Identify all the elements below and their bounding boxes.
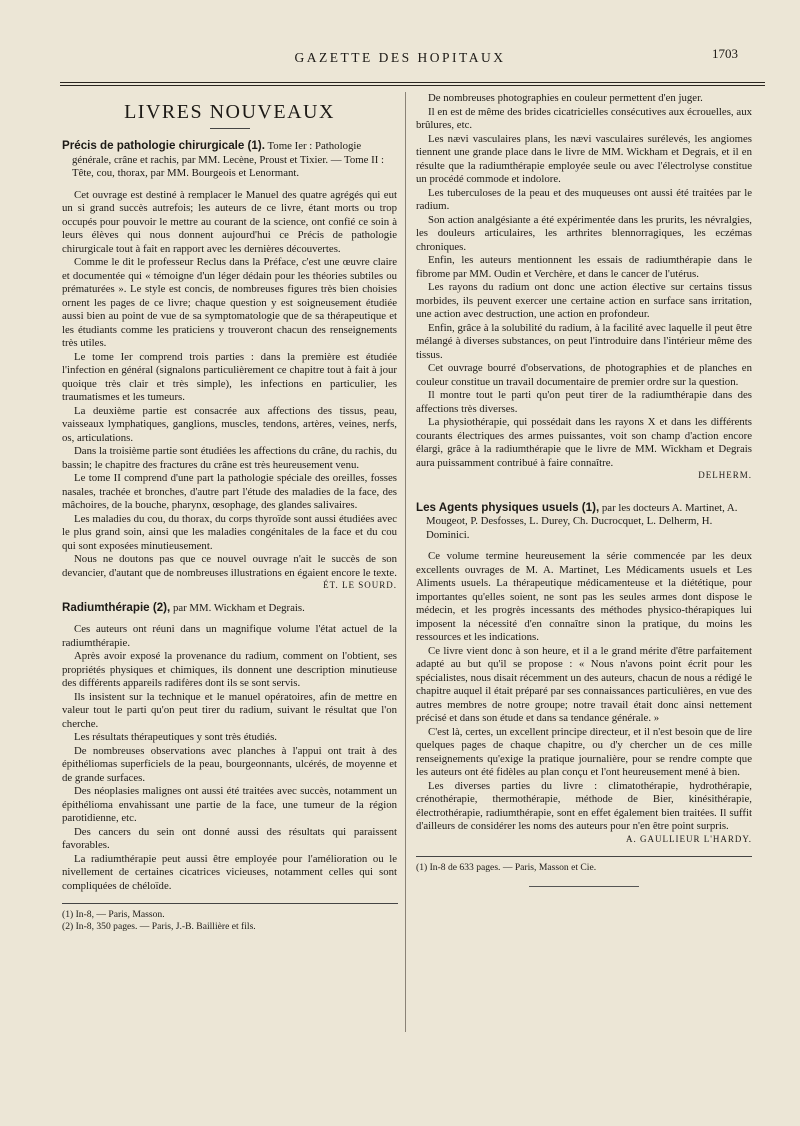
paragraph: Enfin, grâce à la solubilité du radium, à la facilité avec laquelle il peut être mélangé à diverses substances, on peut l'introduire dans l'intérieur même des tissus.: [416, 321, 752, 361]
header-rule: [60, 82, 765, 86]
paragraph: Cet ouvrage est destiné à remplacer le Manuel des quatre agrégés qui eut un si grand succès autrefois; les auteurs de ce livre, étant morts ou trop occupés pour pouvoir le mettre au courant de la science, ont confié ce soin à leurs élèves qui nous donnent aujourd'hui ce Précis de pathologie chirurgicale tout à fait en rapport avec les dernières découvertes.: [62, 188, 397, 255]
footnote-rule: [416, 856, 752, 857]
footnote-rule: [62, 903, 398, 904]
journal-title: GAZETTE DES HOPITAUX: [294, 50, 506, 65]
signature: A. GAULLIEUR L'HARDY.: [626, 833, 752, 844]
column-divider: [405, 92, 406, 1032]
paragraph: Enfin, les auteurs mentionnent les essais de radiumthérapie dans le fibrome par MM. Oudin et Verchère, et dans le cancer de l'utérus.: [416, 254, 752, 280]
ornament-rule: [529, 880, 639, 894]
paragraph: Ils insistent sur la technique et le manuel opératoires, afin de mettre en valeur tout le parti qu'on peut tirer du radium, suivant le résultat que l'on cherche.: [62, 690, 397, 730]
paragraph: La physiothérapie, qui possédait dans les rayons X et dans les différents courants électriques des armes puissantes, voit son champ d'action encore élargi, grâce à la radiumthérapie que le livre de MM. Wickham et Degrais aura puissamment contribué à faire connaître.: [416, 416, 752, 469]
paragraph: C'est là, certes, un excellent principe directeur, et il n'est besoin que de lire quelques pages de chaque chapitre, ou d'y chercher un de ces mille renseignements qu'exige la pratique journalière, pour se rendre compte que les auteurs ont été fidèles au plan conçu et l'ont heureusement mené à bien.: [416, 725, 752, 778]
paragraph: Son action analgésiante a été expérimentée dans les prurits, les névralgies, les douleurs articulaires, les arthrites blennorragiques, les eczémas chroniques.: [416, 213, 752, 253]
paragraph: Après avoir exposé la provenance du radium, comment on l'obtient, ses propriétés physiques et chimiques, ils donnent une description minutieuse des différents appareils radifères dont ils se sont servis.: [62, 650, 397, 689]
signature: DELHERM.: [698, 470, 752, 480]
paragraph: Il en est de même des brides cicatricielles consécutives aux écrouelles, aux brûlures, etc.: [416, 105, 752, 131]
footnote: (2) In-8, 350 pages. — Paris, J.-B. Baillière et fils.: [62, 921, 256, 932]
paragraph: De nombreuses observations avec planches à l'appui ont trait à des épithéliomas superficiels de la peau, bourgeonnants, ulcérés, de moyenne et de grande surfaces.: [62, 744, 397, 784]
footnote: (1) In-8 de 633 pages. — Paris, Masson et Cie.: [416, 862, 597, 873]
footnote: (1) In-8, — Paris, Masson.: [62, 909, 165, 920]
running-head: [0, 46, 800, 72]
paragraph: La deuxième partie est consacrée aux affections des tissus, peau, vaisseaux lymphatiques, ganglions, muscles, tendons, artères, veines, nerfs, os, articulations.: [62, 404, 397, 444]
review-details: par les docteurs A. Martinet, A. Mougeot, P. Desfosses, L. Durey, Ch. Ducrocquet, L. Delherm, H. Dominici.: [426, 501, 738, 541]
paragraph: Les résultats thérapeutiques y sont très étudiés.: [74, 731, 277, 743]
paragraph: Nous ne doutons pas que ce nouvel ouvrage n'ait le succès de son devancier, d'autant que de nombreuses illustrations en égaient encore le texte.: [62, 553, 397, 579]
title-rule: [210, 128, 250, 129]
paragraph: Ce volume termine heureusement la série commencée par les deux excellents ouvrages de M. A. Martinet, Les Médicaments usuels et Les Aliments usuels. La thérapeutique médicamenteuse et la diététique, pour importantes qu'elles soient, ne sont pas les seules armes dont dispose le médecin, et les progrès incessants des méthodes physico-thérapiques lui imposent la nécessité d'en connaître sinon la pratique, du moins les ressources et les indications.: [416, 550, 752, 643]
paragraph: Ce livre vient donc à son heure, et il a le grand mérite d'être parfaitement adapté au but qu'il se propose : « Nous n'avons point écrit pour les spécialistes, nous disait récemment un des auteurs, chacun de nous a rédigé le chapitre auquel il était préparé par ses connaissances particulières, en vue des autres membres de notre groupe; notre travail était donc ainsi nettement précisé et dans son étude et dans sa tendance générale. »: [416, 644, 752, 724]
paragraph: Comme le dit le professeur Reclus dans la Préface, c'est une œuvre claire et documentée qui « témoigne d'un léger dédain pour les théories subtiles ou prématurées ». Le style est concis, de nombreuses figures très bien choisies ornent les pages de ce livre; chaque question y est soigneusement étudiée aussi bien au point de vue de sa symptomatologie que de sa thérapeutique et les étudiants comme les praticiens y trouveront chacun des renseignements très utiles.: [62, 256, 397, 349]
review-title: Les Agents physiques usuels (1),: [416, 500, 600, 514]
review-title: Précis de pathologie chirurgicale (1).: [62, 139, 265, 152]
paragraph: Le tome Ier comprend trois parties : dans la première est étudiée l'infection en général (signalons particulièrement ce chapitre tout à fait à jour quoique très clair et très simple), les infections en particulier, les traumatismes et les tumeurs.: [62, 350, 397, 403]
paragraph: Les tuberculoses de la peau et des muqueuses ont aussi été traitées par le radium.: [416, 186, 752, 212]
page-number: 1703: [712, 46, 738, 61]
review-heading: [62, 601, 397, 616]
paragraph: Il montre tout le parti qu'on peut tirer de la radiumthérapie dans des affections très diverses.: [416, 389, 752, 415]
section-title: LIVRES NOUVEAUX: [124, 101, 335, 123]
paragraph: La radiumthérapie peut aussi être employée pour l'amélioration ou le nivellement de certaines cicatrices vicieuses, notamment celles qui sont compliquées de chéloïde.: [62, 852, 397, 892]
paragraph: Les nævi vasculaires plans, les nævi vasculaires surélevés, les angiomes tiennent une grande place dans le livre de MM. Wickham et Degrais, et il en résulte que la radiumthérapie employée seule ou avec l'électrolyse constitue un procédé commode et indolore.: [416, 132, 752, 185]
review-title: Radiumthérapie (2),: [62, 600, 171, 614]
paragraph: Les maladies du cou, du thorax, du corps thyroïde sont aussi étudiées avec le plus grand soin, ainsi que les maladies congénitales de la face et du cou qui sont exposées minutieusement.: [62, 512, 397, 552]
paragraph: Cet ouvrage bourré d'observations, de photographies et de planches en couleur constitue un travail documentaire de premier ordre sur la question.: [416, 362, 752, 388]
paragraph: Le tome II comprend d'une part la pathologie spéciale des oreilles, fosses nasales, trachée et bronches, d'autre part l'étude des maladies de la face, des mâchoires, de la bouche, pharynx, œsophage, des glandes salivaires.: [62, 472, 397, 511]
left-column: [62, 92, 397, 933]
paragraph: De nombreuses photographies en couleur permettent d'en juger.: [428, 92, 703, 104]
paragraph: Les rayons du radium ont donc une action élective sur certains tissus morbides, ils peuvent exercer une certaine action en surface sans irritation, une action avec destruction, une action en profondeur.: [416, 281, 752, 320]
paragraph: Des néoplasies malignes ont aussi été traitées avec succès, notamment un épithélioma envahissant une partie de la face, une tumeur de la région parotidienne, etc.: [62, 785, 397, 824]
signature: ÉT. LE SOURD.: [323, 580, 397, 590]
review-heading: [62, 139, 397, 181]
paragraph: Ces auteurs ont réuni dans un magnifique volume l'état actuel de la radiumthérapie.: [62, 623, 397, 649]
review-details: par MM. Wickham et Degrais.: [172, 601, 305, 614]
paragraph: Dans la troisième partie sont étudiées les affections du crâne, du rachis, du bassin; le chapitre des fractures du crâne est très heureusement venu.: [62, 445, 397, 471]
right-column: [416, 92, 752, 894]
paragraph: Les diverses parties du livre : climatothérapie, hydrothérapie, crénothérapie, thermothérapie, méthode de Bier, kinésithérapie, électrothérapie, radiumthérapie, sont en effet également bien traitées. Il suffit d'ailleurs de considérer les noms des auteurs pour n'en être point surpris.: [416, 779, 752, 832]
review-heading: [416, 501, 752, 543]
review-details: Tome Ier : Pathologie générale, crâne et rachis, par MM. Lecène, Proust et Tixier. — Tome II : Tête, cou, thorax, par MM. Bourgeois et Lenormant.: [72, 140, 385, 179]
paragraph: Des cancers du sein ont donné aussi des résultats qui paraissent favorables.: [62, 825, 397, 851]
spacer: [416, 491, 752, 501]
